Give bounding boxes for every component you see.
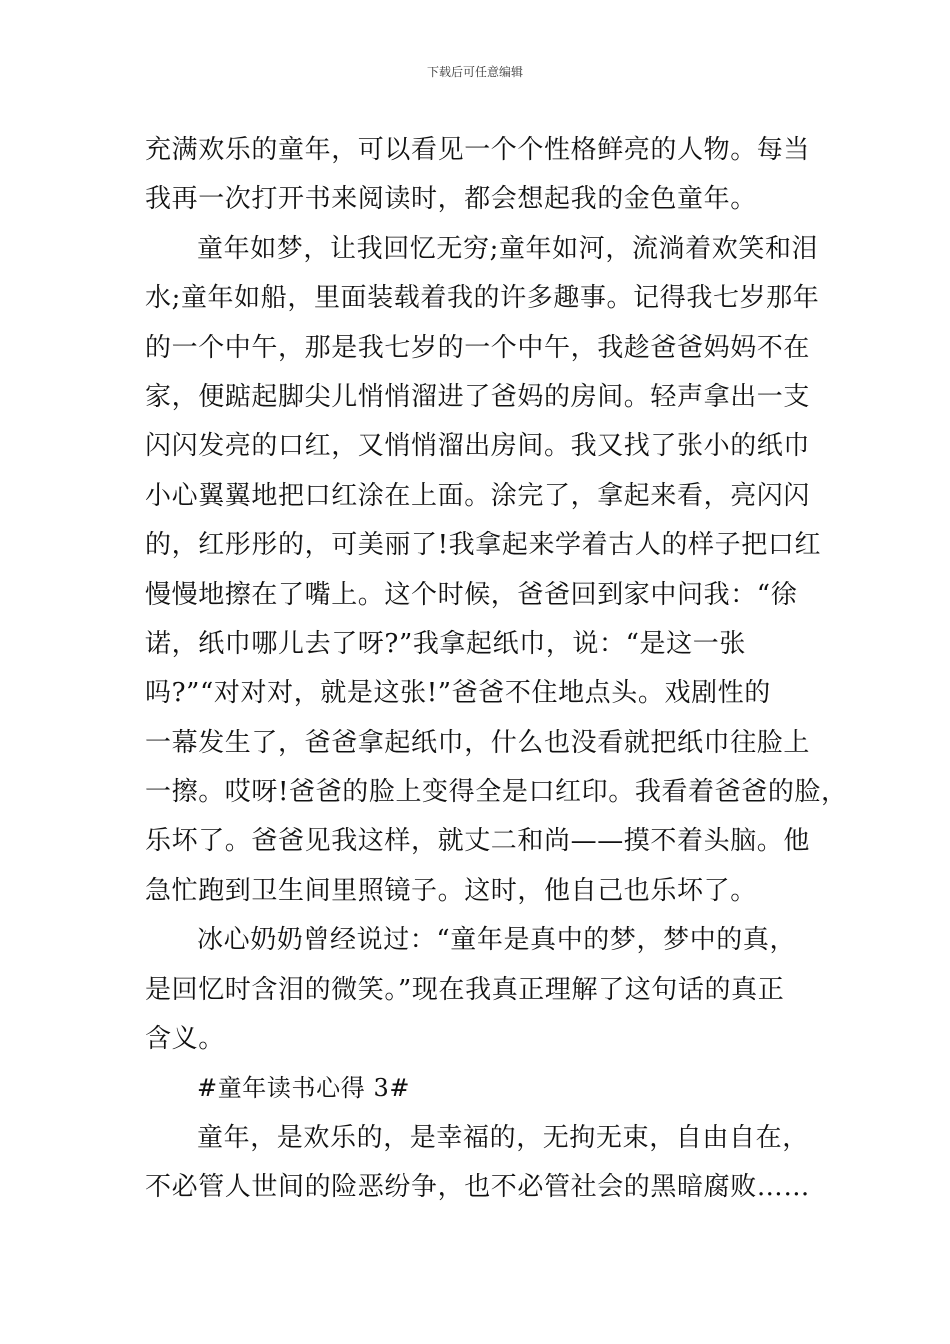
text-line: 家，便踮起脚尖儿悄悄溜进了爸妈的房间。轻声拿出一支 (145, 381, 811, 412)
text-line: 的，红彤彤的，可美丽了!我拿起来学着古人的样子把口红 (145, 530, 822, 561)
text-line: 含义。 (145, 1024, 225, 1055)
text-line: 童年如梦，让我回忆无穷;童年如河，流淌着欢笑和泪 (197, 233, 819, 264)
text-line: 慢慢地擦在了嘴上。这个时候，爸爸回到家中问我：“徐 (145, 579, 798, 610)
section-heading: #童年读书心得 3# (197, 1074, 411, 1103)
document-body (145, 126, 848, 1213)
text-line: 一幕发生了，爸爸拿起纸巾，什么也没看就把纸巾往脸上 (145, 727, 811, 758)
text-line: 童年，是欢乐的，是幸福的，无拘无束，自由自在， (197, 1122, 809, 1153)
text-line: 水;童年如船，里面装载着我的许多趣事。记得我七岁那年 (145, 283, 820, 314)
text-line: 诺，纸巾哪儿去了呀?”我拿起纸巾，说：“是这一张 (145, 628, 746, 659)
text-line: 吗?”“对对对，就是这张!”爸爸不住地点头。戏剧性的 (145, 678, 771, 709)
text-line: 小心翼翼地把口红涂在上面。涂完了，拿起来看，亮闪闪 (145, 480, 811, 511)
text-line: 是回忆时含泪的微笑。”现在我真正理解了这句话的真正 (145, 974, 785, 1005)
text-line: 的一个中午，那是我七岁的一个中午，我趁爸爸妈妈不在 (145, 332, 811, 363)
text-line: 乐坏了。爸爸见我这样，就丈二和尚——摸不着头脑。他 (145, 826, 811, 857)
text-line: 冰心奶奶曾经说过：“童年是真中的梦，梦中的真， (197, 925, 797, 956)
text-line: 一擦。哎呀!爸爸的脸上变得全是口红印。我看着爸爸的脸， (145, 777, 848, 808)
text-line: 充满欢乐的童年，可以看见一个个性格鲜亮的人物。每当 (145, 135, 811, 165)
text-line: 不必管人世间的险恶纷争，也不必管社会的黑暗腐败…… (145, 1172, 811, 1203)
page-header: 下载后可任意编辑 (426, 65, 523, 79)
text-line: 闪闪发亮的口红，又悄悄溜出房间。我又找了张小的纸巾 (145, 431, 811, 462)
text-line: 急忙跑到卫生间里照镜子。这时，他自己也乐坏了。 (145, 875, 757, 906)
text-line: 我再一次打开书来阅读时，都会想起我的金色童年。 (145, 184, 757, 215)
